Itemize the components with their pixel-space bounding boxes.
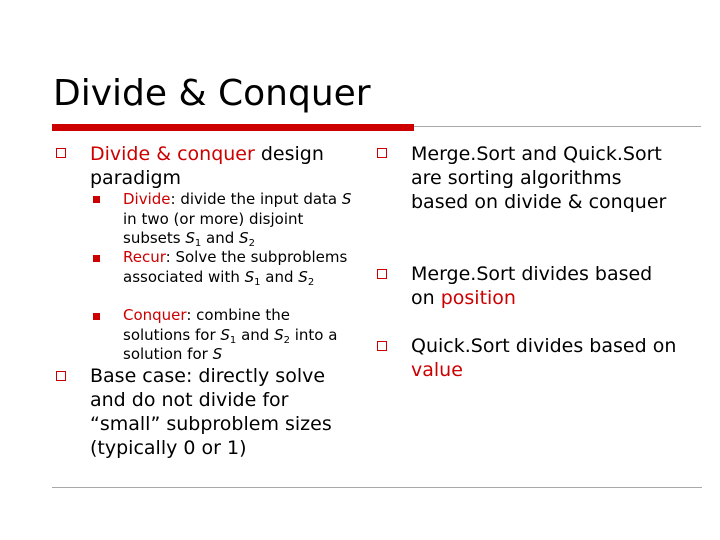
slide-title: Divide & Conquer bbox=[53, 73, 371, 114]
bullet-icon bbox=[377, 148, 387, 158]
right-bullet-2: Merge.Sort divides based on position bbox=[411, 263, 653, 309]
bullet-icon bbox=[56, 148, 66, 158]
sub-bullet-conquer: Conquer: combine the solutions for $S_1$ and $S_2$ into a solution for S bbox=[123, 306, 338, 363]
sub-bullet-recur: Recur: Solve the subproblems associated with $S_1$ and $S_2$ bbox=[123, 248, 348, 288]
title-rule bbox=[414, 126, 701, 127]
bullet-icon bbox=[56, 371, 66, 381]
title-accent-rule bbox=[52, 124, 414, 131]
right-bullet-3: Quick.Sort divides based on value bbox=[411, 335, 677, 381]
bullet-icon bbox=[377, 341, 387, 351]
footer-rule bbox=[52, 487, 702, 488]
square-bullet-icon bbox=[93, 196, 100, 203]
square-bullet-icon bbox=[93, 255, 100, 262]
accent-text: Divide & conquer bbox=[90, 143, 255, 165]
left-bullet-2: Base case: directly solve and do not divide for “small” subproblem sizes (typically 0 or 1) bbox=[90, 365, 332, 459]
square-bullet-icon bbox=[93, 313, 100, 320]
sub-bullet-divide: Divide: divide the input data S in two (or more) disjoint subsets $S_1$ and $S_2$ bbox=[123, 190, 352, 249]
bullet-icon bbox=[377, 269, 387, 279]
right-bullet-1: Merge.Sort and Quick.Sort are sorting algorithms based on divide & conquer bbox=[411, 143, 667, 213]
left-bullet-1: Divide & conquer design paradigm bbox=[90, 143, 324, 189]
